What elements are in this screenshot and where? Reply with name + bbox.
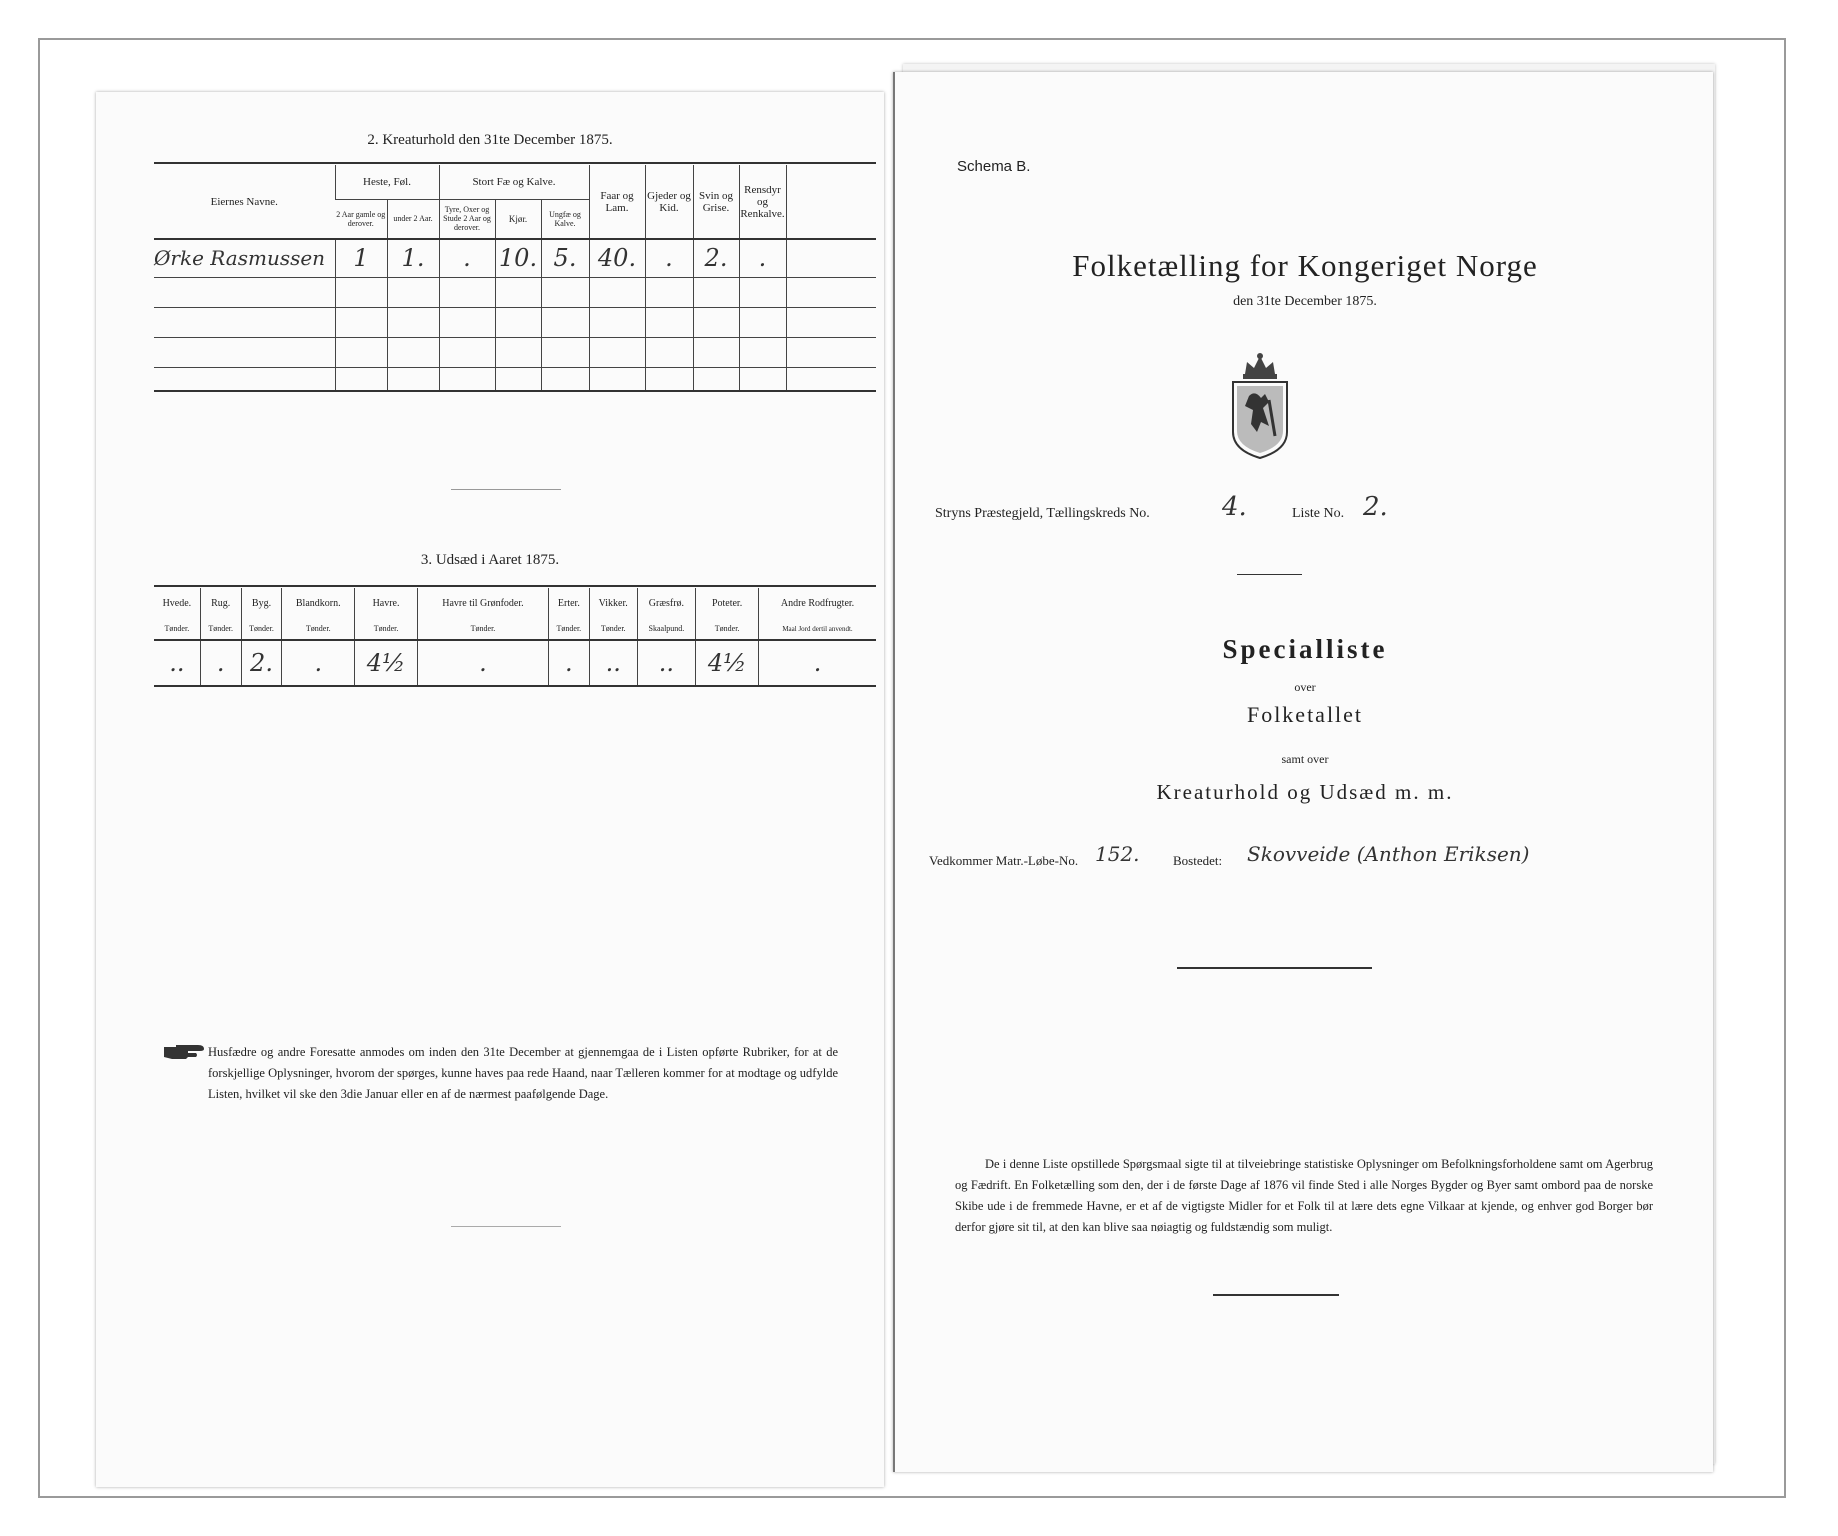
- seed-unit: Tønder.: [241, 618, 282, 640]
- livestock-table: [154, 165, 876, 392]
- col-ungfae: Ungfæ og Kalve.: [541, 199, 589, 239]
- seed-value: .: [200, 640, 241, 686]
- short-divider: [1237, 574, 1302, 575]
- seed-col-erter: Erter.: [548, 588, 589, 618]
- kreaturhold-heading: Kreaturhold og Udsæd m. m.: [1156, 780, 1454, 804]
- short-divider: [451, 489, 561, 490]
- seed-unit: Tønder.: [200, 618, 241, 640]
- cell-tyre: .: [439, 239, 495, 277]
- section3-title: 3. Udsæd i Aaret 1875.: [420, 552, 560, 568]
- col-kjor: Kjør.: [495, 199, 541, 239]
- bostedet-value: Skovveide (Anthon Eriksen): [1247, 842, 1530, 866]
- seed-col-hvede: Hvede.: [162, 597, 192, 609]
- seed-unit: Skaalpund.: [637, 618, 695, 640]
- seed-col-rug: Rug.: [200, 588, 241, 618]
- specialliste-heading: Specialliste: [1222, 634, 1388, 664]
- kreds-number: 4.: [1222, 492, 1247, 522]
- prestegjeld-label: Stryns Præstegjeld, Tællingskreds No.: [935, 506, 1150, 521]
- seed-value: 2.: [241, 640, 282, 686]
- pointing-hand-icon: [162, 1043, 206, 1061]
- cell-gjeder: .: [645, 239, 693, 277]
- col-heste-old: 2 Aar gamle og derover.: [336, 209, 386, 228]
- cell-svin: 2.: [693, 239, 739, 277]
- page-title: Folketælling for Kongeriget Norge: [1072, 248, 1538, 283]
- explanation-text: De i denne Liste opstillede Spørgsmaal sigte til at tilveiebringe statistiske Oplysninger om Befolkningsforholdene samt om Agerbrug og Fædrift. En Folketælling som den, der i de første Dage af 1876 vil finde Sted i alle Norges Bygder og Byer samt ombord paa de norske Skibe ude i de fremmede Havne, er et af de vigtigste Midler for et Folk til at lære dets egne Vilkaar at kjende, og enhver god Borger bør derfor gjøre sit til, at den kan blive saa nøiagtig og fuldstændig som muligt.: [955, 1157, 1653, 1234]
- seed-col-vikker: Vikker.: [589, 588, 637, 618]
- col-svin: Svin og Grise.: [693, 165, 739, 239]
- col-owner-name: Eiernes Navne.: [210, 195, 278, 208]
- seed-col-graesfro: Græsfrø.: [637, 588, 695, 618]
- cell-heste-old: 1: [335, 239, 387, 277]
- liste-number: 2.: [1363, 492, 1388, 522]
- seed-unit: Tønder.: [355, 618, 418, 640]
- census-date: den 31te December 1875.: [1233, 294, 1377, 309]
- table-row: [154, 367, 876, 391]
- seed-col-rodfrugter: Andre Rodfrugter.: [759, 588, 876, 618]
- seed-unit: Tønder.: [589, 618, 637, 640]
- seed-unit: Tønder.: [417, 618, 548, 640]
- col-faar: Faar og Lam.: [589, 165, 645, 239]
- samt-over-text: samt over: [1281, 752, 1329, 766]
- cell-rensdyr: .: [739, 239, 786, 277]
- cell-faar: 40.: [589, 239, 645, 277]
- divider: [154, 162, 876, 164]
- right-page: [893, 72, 1713, 1472]
- col-heste-young: under 2 Aar.: [387, 199, 439, 239]
- cell-kjor: 10.: [495, 239, 541, 277]
- col-tyre: Tyre, Oxer og Stude 2 Aar og derover.: [439, 199, 495, 239]
- seed-value: ..: [637, 640, 695, 686]
- seed-value: .: [759, 640, 876, 686]
- table-row: [154, 307, 876, 337]
- seed-unit: Tønder.: [164, 624, 190, 633]
- table-row: [154, 277, 876, 307]
- folketallet-heading: Folketallet: [1246, 702, 1364, 727]
- seed-unit: Maal Jord dertil anvendt.: [759, 618, 876, 640]
- seed-col-gronfoder: Havre til Grønfoder.: [417, 588, 548, 618]
- seed-value: .: [548, 640, 589, 686]
- seed-value: ..: [169, 649, 185, 677]
- divider: [1177, 967, 1372, 969]
- table-row: [154, 337, 876, 367]
- seed-value: 4½: [696, 640, 759, 686]
- col-rensdyr: Rensdyr og Renkalve.: [739, 165, 786, 239]
- seed-unit: Tønder.: [282, 618, 355, 640]
- footnote: Husfædre og andre Foresatte anmodes om inden den 31te December at gjennemgaa de i Listen opførte Rubriker, for at de forskjellige Oplysninger, hvorom der spørges, kunne haves paa rede Haand, naar Tælleren kommer for at modtage og udfylde Listen, hvilket vil ske den 3die Januar eller en af de nærmest paafølgende Dage.: [208, 1045, 838, 1101]
- cell-heste-young: 1.: [387, 239, 439, 277]
- seed-col-havre: Havre.: [355, 588, 418, 618]
- schema-label: Schema B.: [957, 158, 1031, 175]
- seed-value: 4½: [355, 640, 418, 686]
- seed-table: [154, 588, 876, 687]
- divider: [154, 585, 876, 587]
- section2-title: 2. Kreaturhold den 31te December 1875.: [367, 132, 613, 148]
- seed-col-blandkorn: Blandkorn.: [282, 588, 355, 618]
- over-text: over: [1294, 680, 1316, 694]
- divider: [1213, 1294, 1339, 1296]
- liste-label: Liste No.: [1292, 506, 1345, 521]
- seed-col-poteter: Poteter.: [696, 588, 759, 618]
- seed-value: ..: [589, 640, 637, 686]
- seed-value: .: [417, 640, 548, 686]
- matr-number: 152.: [1095, 842, 1140, 866]
- seed-unit: Tønder.: [696, 618, 759, 640]
- coat-of-arms-icon: [1225, 350, 1295, 460]
- table-row: [154, 640, 876, 686]
- bostedet-label: Bostedet:: [1173, 853, 1223, 868]
- col-heste: Heste, Føl.: [335, 165, 439, 199]
- seed-unit: Tønder.: [548, 618, 589, 640]
- seed-col-byg: Byg.: [241, 588, 282, 618]
- table-row: [154, 239, 876, 277]
- cell-ungfae: 5.: [541, 239, 589, 277]
- col-gjeder: Gjeder og Kid.: [645, 165, 693, 239]
- owner-name-cell: Ørke Rasmussen: [154, 246, 326, 271]
- seed-value: .: [282, 640, 355, 686]
- left-page: [96, 92, 884, 1487]
- col-stort-fae: Stort Fæ og Kalve.: [439, 165, 589, 199]
- matr-label: Vedkommer Matr.-Løbe-No.: [929, 853, 1079, 868]
- short-divider: [451, 1226, 561, 1227]
